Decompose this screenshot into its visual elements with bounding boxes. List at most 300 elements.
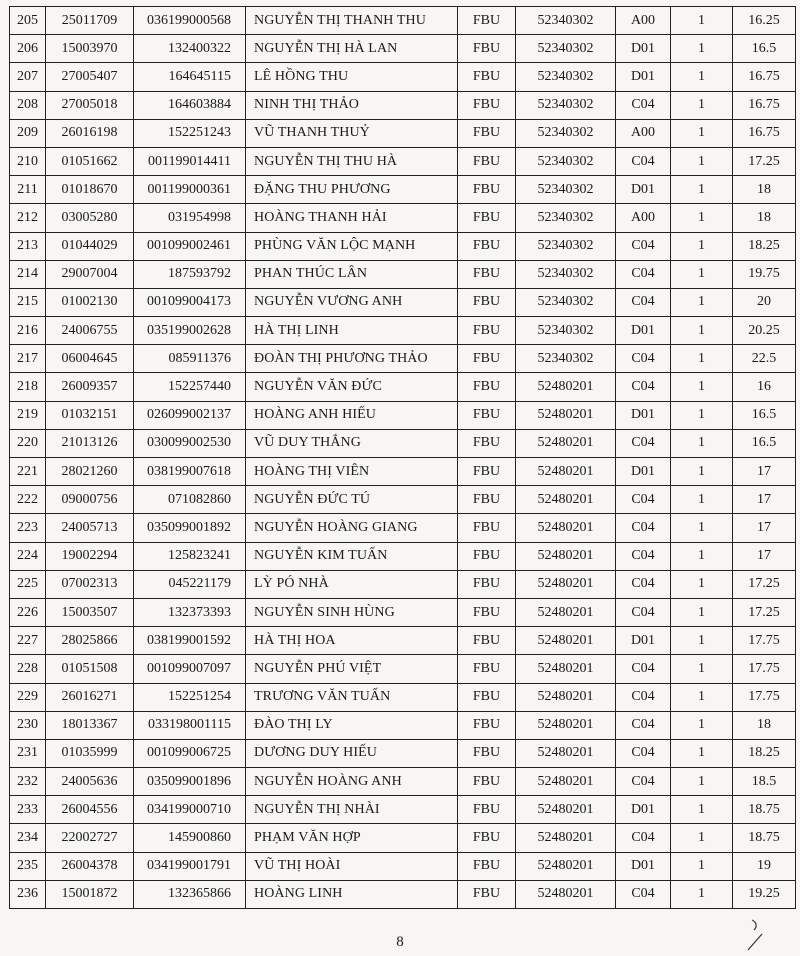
exam-block-cell: C04 [616, 683, 671, 711]
major-code-cell: 52340302 [516, 91, 616, 119]
table-row [10, 655, 796, 683]
id-number-cell: 187593792 [134, 260, 246, 288]
score-cell: 16.5 [733, 429, 796, 457]
exam-block-cell: D01 [616, 458, 671, 486]
candidate-number-cell: 09000756 [46, 486, 134, 514]
major-code-cell: 52480201 [516, 429, 616, 457]
major-code-cell: 52340302 [516, 35, 616, 63]
school-code-cell: FBU [458, 824, 516, 852]
id-number-cell: 034199001791 [134, 852, 246, 880]
candidate-number-cell: 15003970 [46, 35, 134, 63]
preference-cell: 1 [671, 683, 733, 711]
row-number-cell: 216 [10, 317, 46, 345]
full-name-cell: PHAN THÚC LÂN [246, 260, 458, 288]
exam-block-cell: C04 [616, 232, 671, 260]
table-row [10, 852, 796, 880]
preference-cell: 1 [671, 91, 733, 119]
row-number-cell: 210 [10, 147, 46, 175]
school-code-cell: FBU [458, 35, 516, 63]
row-number-cell: 222 [10, 486, 46, 514]
exam-block-cell: A00 [616, 7, 671, 35]
preference-cell: 1 [671, 204, 733, 232]
full-name-cell: NGUYỄN HOÀNG GIANG [246, 514, 458, 542]
preference-cell: 1 [671, 176, 733, 204]
preference-cell: 1 [671, 542, 733, 570]
row-number-cell: 227 [10, 627, 46, 655]
major-code-cell: 52480201 [516, 401, 616, 429]
exam-block-cell: C04 [616, 542, 671, 570]
candidate-number-cell: 01044029 [46, 232, 134, 260]
preference-cell: 1 [671, 627, 733, 655]
candidate-number-cell: 18013367 [46, 711, 134, 739]
candidate-number-cell: 19002294 [46, 542, 134, 570]
id-number-cell: 001099006725 [134, 739, 246, 767]
school-code-cell: FBU [458, 683, 516, 711]
major-code-cell: 52340302 [516, 119, 616, 147]
school-code-cell: FBU [458, 63, 516, 91]
table-row [10, 119, 796, 147]
candidate-number-cell: 01032151 [46, 401, 134, 429]
school-code-cell: FBU [458, 796, 516, 824]
id-number-cell: 030099002530 [134, 429, 246, 457]
score-cell: 18 [733, 176, 796, 204]
school-code-cell: FBU [458, 401, 516, 429]
exam-block-cell: D01 [616, 627, 671, 655]
exam-block-cell: C04 [616, 288, 671, 316]
id-number-cell: 045221179 [134, 570, 246, 598]
school-code-cell: FBU [458, 542, 516, 570]
score-cell: 19.25 [733, 880, 796, 908]
full-name-cell: HÀ THỊ HOA [246, 627, 458, 655]
preference-cell: 1 [671, 317, 733, 345]
preference-cell: 1 [671, 288, 733, 316]
row-number-cell: 228 [10, 655, 46, 683]
candidate-number-cell: 03005280 [46, 204, 134, 232]
id-number-cell: 132373393 [134, 598, 246, 626]
exam-block-cell: D01 [616, 176, 671, 204]
school-code-cell: FBU [458, 317, 516, 345]
table-row [10, 63, 796, 91]
row-number-cell: 213 [10, 232, 46, 260]
table-row [10, 711, 796, 739]
preference-cell: 1 [671, 345, 733, 373]
full-name-cell: NGUYỄN THỊ THANH THU [246, 7, 458, 35]
major-code-cell: 52340302 [516, 176, 616, 204]
score-cell: 17 [733, 514, 796, 542]
school-code-cell: FBU [458, 345, 516, 373]
score-cell: 16.25 [733, 7, 796, 35]
id-number-cell: 085911376 [134, 345, 246, 373]
table-row [10, 514, 796, 542]
school-code-cell: FBU [458, 288, 516, 316]
exam-block-cell: C04 [616, 739, 671, 767]
major-code-cell: 52340302 [516, 232, 616, 260]
major-code-cell: 52480201 [516, 486, 616, 514]
preference-cell: 1 [671, 260, 733, 288]
id-number-cell: 152257440 [134, 373, 246, 401]
full-name-cell: NGUYỄN VƯƠNG ANH [246, 288, 458, 316]
id-number-cell: 132400322 [134, 35, 246, 63]
preference-cell: 1 [671, 570, 733, 598]
full-name-cell: VŨ THỊ HOÀI [246, 852, 458, 880]
preference-cell: 1 [671, 232, 733, 260]
score-cell: 18.25 [733, 232, 796, 260]
table-row [10, 768, 796, 796]
score-cell: 18.75 [733, 796, 796, 824]
table-row [10, 147, 796, 175]
id-number-cell: 145900860 [134, 824, 246, 852]
school-code-cell: FBU [458, 458, 516, 486]
row-number-cell: 234 [10, 824, 46, 852]
table-row [10, 458, 796, 486]
school-code-cell: FBU [458, 880, 516, 908]
exam-block-cell: D01 [616, 401, 671, 429]
preference-cell: 1 [671, 880, 733, 908]
row-number-cell: 235 [10, 852, 46, 880]
candidate-number-cell: 21013126 [46, 429, 134, 457]
table-row [10, 739, 796, 767]
id-number-cell: 125823241 [134, 542, 246, 570]
full-name-cell: LÊ HỒNG THU [246, 63, 458, 91]
table-row [10, 486, 796, 514]
full-name-cell: LỲ PÓ NHÀ [246, 570, 458, 598]
major-code-cell: 52480201 [516, 824, 616, 852]
exam-block-cell: C04 [616, 880, 671, 908]
score-cell: 22.5 [733, 345, 796, 373]
score-cell: 18.25 [733, 739, 796, 767]
score-cell: 16.75 [733, 91, 796, 119]
id-number-cell: 164603884 [134, 91, 246, 119]
full-name-cell: ĐÀO THỊ LY [246, 711, 458, 739]
row-number-cell: 225 [10, 570, 46, 598]
score-cell: 17.75 [733, 655, 796, 683]
major-code-cell: 52480201 [516, 514, 616, 542]
preference-cell: 1 [671, 824, 733, 852]
candidate-number-cell: 01035999 [46, 739, 134, 767]
exam-block-cell: D01 [616, 796, 671, 824]
id-number-cell: 035199002628 [134, 317, 246, 345]
table-row [10, 627, 796, 655]
preference-cell: 1 [671, 429, 733, 457]
major-code-cell: 52480201 [516, 739, 616, 767]
id-number-cell: 132365866 [134, 880, 246, 908]
score-cell: 16.5 [733, 35, 796, 63]
full-name-cell: PHẠM VĂN HỢP [246, 824, 458, 852]
score-cell: 18.5 [733, 768, 796, 796]
school-code-cell: FBU [458, 119, 516, 147]
table-row [10, 598, 796, 626]
major-code-cell: 52480201 [516, 627, 616, 655]
candidate-number-cell: 24005636 [46, 768, 134, 796]
score-cell: 16 [733, 373, 796, 401]
table-body [10, 7, 796, 909]
school-code-cell: FBU [458, 570, 516, 598]
exam-block-cell: C04 [616, 598, 671, 626]
exam-block-cell: C04 [616, 373, 671, 401]
row-number-cell: 229 [10, 683, 46, 711]
id-number-cell: 026099002137 [134, 401, 246, 429]
candidate-number-cell: 26016198 [46, 119, 134, 147]
full-name-cell: VŨ DUY THẮNG [246, 429, 458, 457]
table-row [10, 542, 796, 570]
candidate-number-cell: 28021260 [46, 458, 134, 486]
row-number-cell: 217 [10, 345, 46, 373]
score-cell: 17.25 [733, 598, 796, 626]
major-code-cell: 52480201 [516, 683, 616, 711]
score-cell: 17 [733, 542, 796, 570]
score-cell: 17.75 [733, 627, 796, 655]
candidate-number-cell: 07002313 [46, 570, 134, 598]
full-name-cell: NINH THỊ THẢO [246, 91, 458, 119]
score-cell: 16.5 [733, 401, 796, 429]
score-cell: 19 [733, 852, 796, 880]
exam-block-cell: C04 [616, 768, 671, 796]
candidate-number-cell: 01051662 [46, 147, 134, 175]
full-name-cell: NGUYỄN THỊ THU HÀ [246, 147, 458, 175]
major-code-cell: 52340302 [516, 63, 616, 91]
id-number-cell: 001199000361 [134, 176, 246, 204]
id-number-cell: 036199000568 [134, 7, 246, 35]
table-row [10, 345, 796, 373]
exam-block-cell: C04 [616, 147, 671, 175]
full-name-cell: NGUYỄN THỊ HÀ LAN [246, 35, 458, 63]
corner-pen-mark [746, 918, 764, 952]
table-row [10, 429, 796, 457]
preference-cell: 1 [671, 514, 733, 542]
table-row [10, 204, 796, 232]
exam-block-cell: C04 [616, 711, 671, 739]
candidate-number-cell: 29007004 [46, 260, 134, 288]
major-code-cell: 52340302 [516, 288, 616, 316]
score-cell: 17.75 [733, 683, 796, 711]
major-code-cell: 52480201 [516, 598, 616, 626]
table-row [10, 35, 796, 63]
row-number-cell: 208 [10, 91, 46, 119]
exam-block-cell: C04 [616, 429, 671, 457]
full-name-cell: VŨ THANH THUỶ [246, 119, 458, 147]
row-number-cell: 211 [10, 176, 46, 204]
table-row [10, 796, 796, 824]
school-code-cell: FBU [458, 739, 516, 767]
preference-cell: 1 [671, 739, 733, 767]
school-code-cell: FBU [458, 204, 516, 232]
school-code-cell: FBU [458, 7, 516, 35]
score-cell: 18 [733, 204, 796, 232]
school-code-cell: FBU [458, 655, 516, 683]
full-name-cell: ĐOÀN THỊ PHƯƠNG THẢO [246, 345, 458, 373]
major-code-cell: 52340302 [516, 204, 616, 232]
exam-block-cell: C04 [616, 514, 671, 542]
table-row [10, 317, 796, 345]
school-code-cell: FBU [458, 429, 516, 457]
id-number-cell: 152251254 [134, 683, 246, 711]
candidate-number-cell: 15003507 [46, 598, 134, 626]
preference-cell: 1 [671, 598, 733, 626]
preference-cell: 1 [671, 486, 733, 514]
table-row [10, 288, 796, 316]
school-code-cell: FBU [458, 232, 516, 260]
preference-cell: 1 [671, 373, 733, 401]
full-name-cell: NGUYỄN HOÀNG ANH [246, 768, 458, 796]
exam-block-cell: C04 [616, 345, 671, 373]
exam-block-cell: A00 [616, 204, 671, 232]
row-number-cell: 205 [10, 7, 46, 35]
major-code-cell: 52340302 [516, 317, 616, 345]
row-number-cell: 209 [10, 119, 46, 147]
major-code-cell: 52340302 [516, 345, 616, 373]
id-number-cell: 035099001896 [134, 768, 246, 796]
school-code-cell: FBU [458, 711, 516, 739]
exam-block-cell: C04 [616, 824, 671, 852]
preference-cell: 1 [671, 796, 733, 824]
id-number-cell: 001099002461 [134, 232, 246, 260]
score-cell: 16.75 [733, 63, 796, 91]
exam-block-cell: D01 [616, 35, 671, 63]
row-number-cell: 236 [10, 880, 46, 908]
row-number-cell: 207 [10, 63, 46, 91]
candidate-number-cell: 27005407 [46, 63, 134, 91]
exam-block-cell: D01 [616, 852, 671, 880]
school-code-cell: FBU [458, 598, 516, 626]
id-number-cell: 001099007097 [134, 655, 246, 683]
full-name-cell: HOÀNG LINH [246, 880, 458, 908]
candidate-number-cell: 26004556 [46, 796, 134, 824]
candidate-number-cell: 26004378 [46, 852, 134, 880]
full-name-cell: NGUYỄN KIM TUẤN [246, 542, 458, 570]
table-row [10, 824, 796, 852]
exam-block-cell: D01 [616, 63, 671, 91]
score-cell: 17 [733, 486, 796, 514]
major-code-cell: 52480201 [516, 542, 616, 570]
exam-block-cell: D01 [616, 317, 671, 345]
score-cell: 18 [733, 711, 796, 739]
school-code-cell: FBU [458, 176, 516, 204]
candidate-number-cell: 25011709 [46, 7, 134, 35]
id-number-cell: 001199014411 [134, 147, 246, 175]
table-row [10, 260, 796, 288]
major-code-cell: 52480201 [516, 655, 616, 683]
full-name-cell: PHÙNG VĂN LỘC MẠNH [246, 232, 458, 260]
major-code-cell: 52340302 [516, 260, 616, 288]
table-row [10, 7, 796, 35]
full-name-cell: DƯƠNG DUY HIẾU [246, 739, 458, 767]
candidate-number-cell: 26009357 [46, 373, 134, 401]
exam-block-cell: C04 [616, 486, 671, 514]
score-cell: 17.25 [733, 147, 796, 175]
major-code-cell: 52480201 [516, 852, 616, 880]
score-cell: 18.75 [733, 824, 796, 852]
row-number-cell: 226 [10, 598, 46, 626]
preference-cell: 1 [671, 852, 733, 880]
row-number-cell: 212 [10, 204, 46, 232]
row-number-cell: 231 [10, 739, 46, 767]
row-number-cell: 233 [10, 796, 46, 824]
major-code-cell: 52340302 [516, 7, 616, 35]
exam-block-cell: C04 [616, 570, 671, 598]
major-code-cell: 52480201 [516, 373, 616, 401]
id-number-cell: 164645115 [134, 63, 246, 91]
school-code-cell: FBU [458, 768, 516, 796]
admission-table [9, 6, 796, 909]
candidate-number-cell: 24006755 [46, 317, 134, 345]
school-code-cell: FBU [458, 91, 516, 119]
full-name-cell: NGUYỄN PHÚ VIỆT [246, 655, 458, 683]
row-number-cell: 221 [10, 458, 46, 486]
exam-block-cell: C04 [616, 655, 671, 683]
score-cell: 20 [733, 288, 796, 316]
full-name-cell: NGUYỄN THỊ NHÀI [246, 796, 458, 824]
id-number-cell: 001099004173 [134, 288, 246, 316]
full-name-cell: NGUYỄN ĐỨC TÚ [246, 486, 458, 514]
table-row [10, 880, 796, 908]
row-number-cell: 215 [10, 288, 46, 316]
table-row [10, 570, 796, 598]
preference-cell: 1 [671, 7, 733, 35]
school-code-cell: FBU [458, 147, 516, 175]
table-row [10, 232, 796, 260]
id-number-cell: 035099001892 [134, 514, 246, 542]
score-cell: 17.25 [733, 570, 796, 598]
full-name-cell: HOÀNG THANH HẢI [246, 204, 458, 232]
preference-cell: 1 [671, 401, 733, 429]
score-cell: 17 [733, 458, 796, 486]
preference-cell: 1 [671, 711, 733, 739]
full-name-cell: NGUYỄN SINH HÙNG [246, 598, 458, 626]
major-code-cell: 52340302 [516, 147, 616, 175]
table-row [10, 91, 796, 119]
candidate-number-cell: 06004645 [46, 345, 134, 373]
score-cell: 16.75 [733, 119, 796, 147]
school-code-cell: FBU [458, 373, 516, 401]
full-name-cell: TRƯƠNG VĂN TUẤN [246, 683, 458, 711]
id-number-cell: 038199001592 [134, 627, 246, 655]
major-code-cell: 52480201 [516, 768, 616, 796]
preference-cell: 1 [671, 147, 733, 175]
major-code-cell: 52480201 [516, 711, 616, 739]
preference-cell: 1 [671, 655, 733, 683]
id-number-cell: 038199007618 [134, 458, 246, 486]
exam-block-cell: C04 [616, 91, 671, 119]
full-name-cell: NGUYỄN VĂN ĐỨC [246, 373, 458, 401]
major-code-cell: 52480201 [516, 880, 616, 908]
row-number-cell: 220 [10, 429, 46, 457]
candidate-number-cell: 24005713 [46, 514, 134, 542]
school-code-cell: FBU [458, 852, 516, 880]
candidate-number-cell: 27005018 [46, 91, 134, 119]
preference-cell: 1 [671, 119, 733, 147]
candidate-number-cell: 26016271 [46, 683, 134, 711]
table-row [10, 683, 796, 711]
school-code-cell: FBU [458, 260, 516, 288]
full-name-cell: ĐẶNG THU PHƯƠNG [246, 176, 458, 204]
id-number-cell: 071082860 [134, 486, 246, 514]
row-number-cell: 223 [10, 514, 46, 542]
exam-block-cell: C04 [616, 260, 671, 288]
id-number-cell: 034199000710 [134, 796, 246, 824]
table-row [10, 373, 796, 401]
candidate-number-cell: 15001872 [46, 880, 134, 908]
preference-cell: 1 [671, 458, 733, 486]
row-number-cell: 232 [10, 768, 46, 796]
candidate-number-cell: 28025866 [46, 627, 134, 655]
school-code-cell: FBU [458, 514, 516, 542]
school-code-cell: FBU [458, 627, 516, 655]
candidate-number-cell: 22002727 [46, 824, 134, 852]
major-code-cell: 52480201 [516, 796, 616, 824]
candidate-number-cell: 01018670 [46, 176, 134, 204]
candidate-number-cell: 01002130 [46, 288, 134, 316]
preference-cell: 1 [671, 35, 733, 63]
